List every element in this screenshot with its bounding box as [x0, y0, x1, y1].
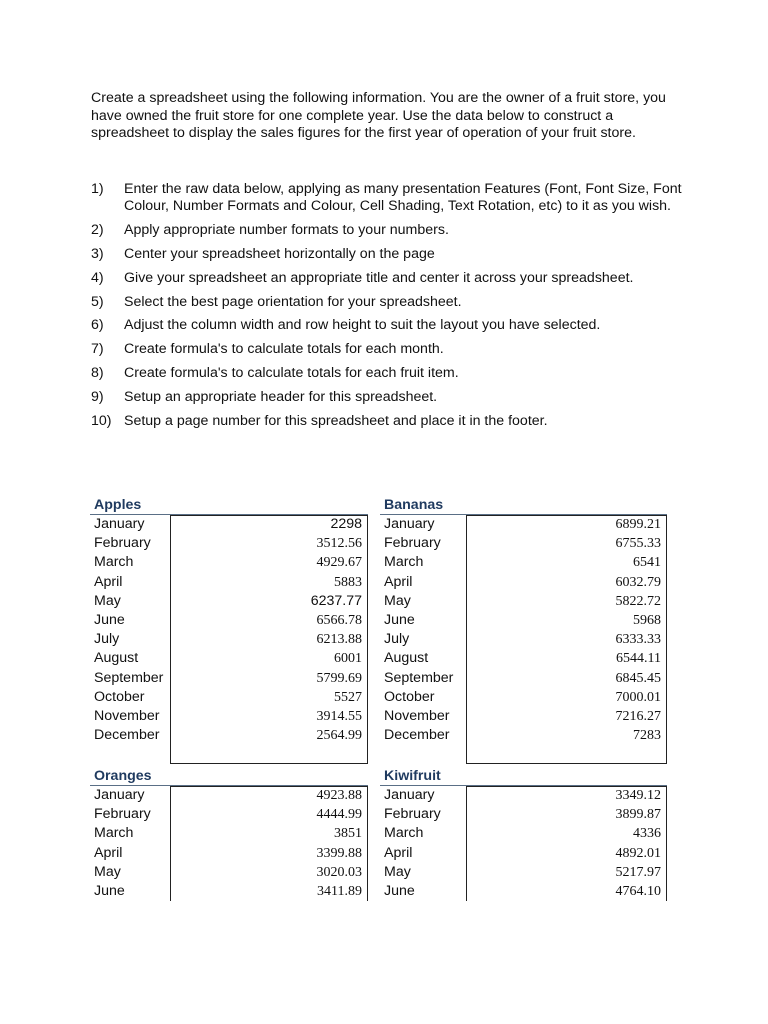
kiwifruit-title: Kiwifruit	[380, 767, 667, 786]
month-label: April	[94, 573, 123, 590]
list-item	[91, 389, 691, 406]
sales-value: 6237.77	[310, 592, 362, 609]
month-label: August	[94, 650, 139, 667]
month-label: September	[94, 669, 164, 686]
month-label: May	[94, 863, 121, 880]
month-label: March	[94, 825, 134, 842]
step-number: 2)	[91, 222, 104, 239]
sales-value: 5968	[633, 612, 661, 628]
sales-value: 4929.67	[316, 555, 362, 571]
list-item	[91, 270, 691, 287]
month-label: May	[384, 592, 411, 609]
list-item	[91, 365, 691, 382]
sales-value: 6001	[334, 651, 362, 667]
table-row	[90, 707, 368, 726]
sales-value: 6845.45	[615, 670, 661, 686]
step-number: 4)	[91, 269, 104, 286]
month-label: February	[384, 535, 441, 552]
step-text: Create formula's to calculate totals for each fruit item.	[124, 364, 459, 381]
month-label: January	[384, 516, 435, 532]
month-label: December	[94, 727, 160, 744]
month-label: March	[94, 554, 134, 571]
apples-title: Apples	[90, 496, 368, 515]
table-row	[380, 805, 667, 824]
table-row	[380, 844, 667, 863]
step-number: 9)	[91, 388, 104, 405]
sales-value: 5217.97	[615, 864, 661, 880]
sales-value: 7283	[633, 728, 661, 744]
sales-value: 6899.21	[615, 517, 661, 532]
month-label: February	[94, 806, 151, 823]
month-label: May	[94, 592, 121, 609]
table-row	[380, 707, 667, 726]
sales-value: 6032.79	[615, 574, 661, 590]
table-row	[380, 688, 667, 707]
step-number: 3)	[91, 246, 104, 262]
bananas-title: Bananas	[380, 496, 667, 515]
sales-value: 6755.33	[615, 536, 661, 552]
table-row	[90, 553, 368, 572]
sales-value: 7000.01	[615, 689, 661, 705]
sales-value: 3851	[334, 826, 362, 842]
step-text: Give your spreadsheet an appropriate title and center it across your spreadsheet.	[124, 269, 634, 286]
sales-value: 3512.56	[316, 536, 362, 552]
step-text: Setup a page number for this spreadsheet and place it in the footer.	[124, 412, 548, 429]
table-row	[380, 611, 667, 630]
step-text: Center your spreadsheet horizontally on the page	[124, 246, 435, 262]
step-number: 1)	[91, 181, 104, 197]
table-row	[380, 534, 667, 553]
month-label: November	[384, 707, 450, 724]
step-text: Select the best page orientation for your spreadsheet.	[124, 293, 462, 310]
list-item	[91, 222, 691, 239]
list-item	[91, 341, 691, 358]
sales-value: 5883	[334, 574, 362, 590]
table-row	[380, 573, 667, 592]
sales-value: 2564.99	[316, 728, 362, 744]
month-label: April	[384, 844, 413, 861]
sales-value: 2298	[330, 516, 362, 532]
table-row	[380, 726, 667, 745]
month-label: November	[94, 707, 160, 724]
oranges-table	[90, 767, 368, 901]
bananas-table	[380, 496, 667, 764]
intro-paragraph: Create a spreadsheet using the following information. You are the owner of a fruit store, you have owned the fruit store for one complete year. Use the data below to construct a spreadsheet to display the sales figures for the first year of operation of your fruit store.	[91, 90, 666, 142]
table-row	[90, 669, 368, 688]
month-label: July	[384, 631, 410, 648]
sales-value: 5527	[334, 689, 362, 705]
month-label: February	[94, 535, 151, 552]
sales-value: 3411.89	[317, 883, 362, 899]
month-label: June	[94, 882, 125, 899]
month-label: June	[384, 611, 415, 628]
month-label: June	[94, 611, 125, 628]
month-label: January	[94, 516, 145, 532]
month-label: February	[384, 806, 441, 823]
table-row	[380, 515, 667, 534]
sales-value: 4764.10	[615, 883, 661, 899]
table-row	[90, 611, 368, 630]
table-row	[380, 592, 667, 611]
apples-table	[90, 496, 368, 764]
step-text: Enter the raw data below, applying as many presentation Features (Font, Font Size, Font Colour, Number Formats and Colour, Cell Shading, Text Rotation, etc) to it as you wish.	[124, 181, 682, 215]
sales-value: 3349.12	[615, 788, 661, 803]
step-number: 10)	[91, 412, 112, 429]
list-item	[91, 181, 691, 216]
sales-value: 3399.88	[316, 845, 362, 861]
list-item	[91, 317, 691, 334]
month-label: March	[384, 554, 424, 571]
sales-value: 6566.78	[316, 612, 362, 628]
table-row	[90, 726, 368, 745]
list-item	[91, 413, 691, 430]
step-number: 8)	[91, 364, 104, 381]
step-text: Apply appropriate number formats to your numbers.	[124, 222, 449, 239]
sales-value: 3914.55	[316, 708, 362, 724]
empty-row	[90, 745, 368, 764]
table-row	[380, 630, 667, 649]
list-item	[91, 294, 691, 311]
list-item	[91, 246, 691, 263]
month-label: August	[384, 650, 429, 667]
table-row	[90, 805, 368, 824]
table-row	[380, 863, 667, 882]
month-label: January	[384, 787, 435, 803]
step-text: Adjust the column width and row height to suit the layout you have selected.	[124, 317, 601, 334]
table-row	[380, 824, 667, 843]
table-row	[380, 669, 667, 688]
table-row	[90, 882, 368, 901]
sales-value: 6213.88	[316, 632, 362, 648]
sales-value: 4336	[633, 826, 661, 842]
table-row	[90, 824, 368, 843]
month-label: April	[384, 573, 413, 590]
step-text: Create formula's to calculate totals for each month.	[124, 341, 444, 358]
month-label: October	[384, 688, 435, 705]
month-label: June	[384, 882, 415, 899]
month-label: December	[384, 727, 450, 744]
month-label: May	[384, 863, 411, 880]
month-label: September	[384, 669, 454, 686]
sales-value: 4892.01	[615, 845, 661, 861]
sales-value: 5822.72	[615, 593, 661, 609]
table-row	[90, 649, 368, 668]
sales-value: 4444.99	[316, 807, 362, 823]
sales-value: 4923.88	[316, 788, 362, 803]
table-row	[90, 515, 368, 534]
empty-row	[380, 745, 667, 764]
step-number: 5)	[91, 293, 104, 310]
table-row	[90, 844, 368, 863]
step-number: 6)	[91, 317, 104, 334]
table-row	[90, 786, 368, 805]
sales-value: 6333.33	[615, 632, 661, 648]
instruction-list	[91, 181, 691, 436]
table-row	[90, 573, 368, 592]
oranges-title: Oranges	[90, 767, 368, 786]
table-row	[90, 863, 368, 882]
table-row	[380, 649, 667, 668]
month-label: October	[94, 688, 145, 705]
table-row	[90, 592, 368, 611]
sales-value: 5799.69	[316, 670, 362, 686]
month-label: January	[94, 787, 145, 803]
sales-value: 3020.03	[316, 864, 362, 880]
kiwifruit-table	[380, 767, 667, 901]
month-label: July	[94, 631, 120, 648]
table-row	[380, 553, 667, 572]
table-row	[90, 534, 368, 553]
step-text: Setup an appropriate header for this spreadsheet.	[124, 388, 438, 405]
table-row	[90, 688, 368, 707]
table-row	[380, 882, 667, 901]
step-number: 7)	[91, 341, 104, 358]
sales-value: 6541	[633, 555, 661, 571]
month-label: April	[94, 844, 123, 861]
sales-value: 7216.27	[615, 708, 661, 724]
sales-value: 6544.11	[616, 651, 661, 667]
month-label: March	[384, 825, 424, 842]
table-row	[90, 630, 368, 649]
table-row	[380, 786, 667, 805]
sales-value: 3899.87	[615, 807, 661, 823]
